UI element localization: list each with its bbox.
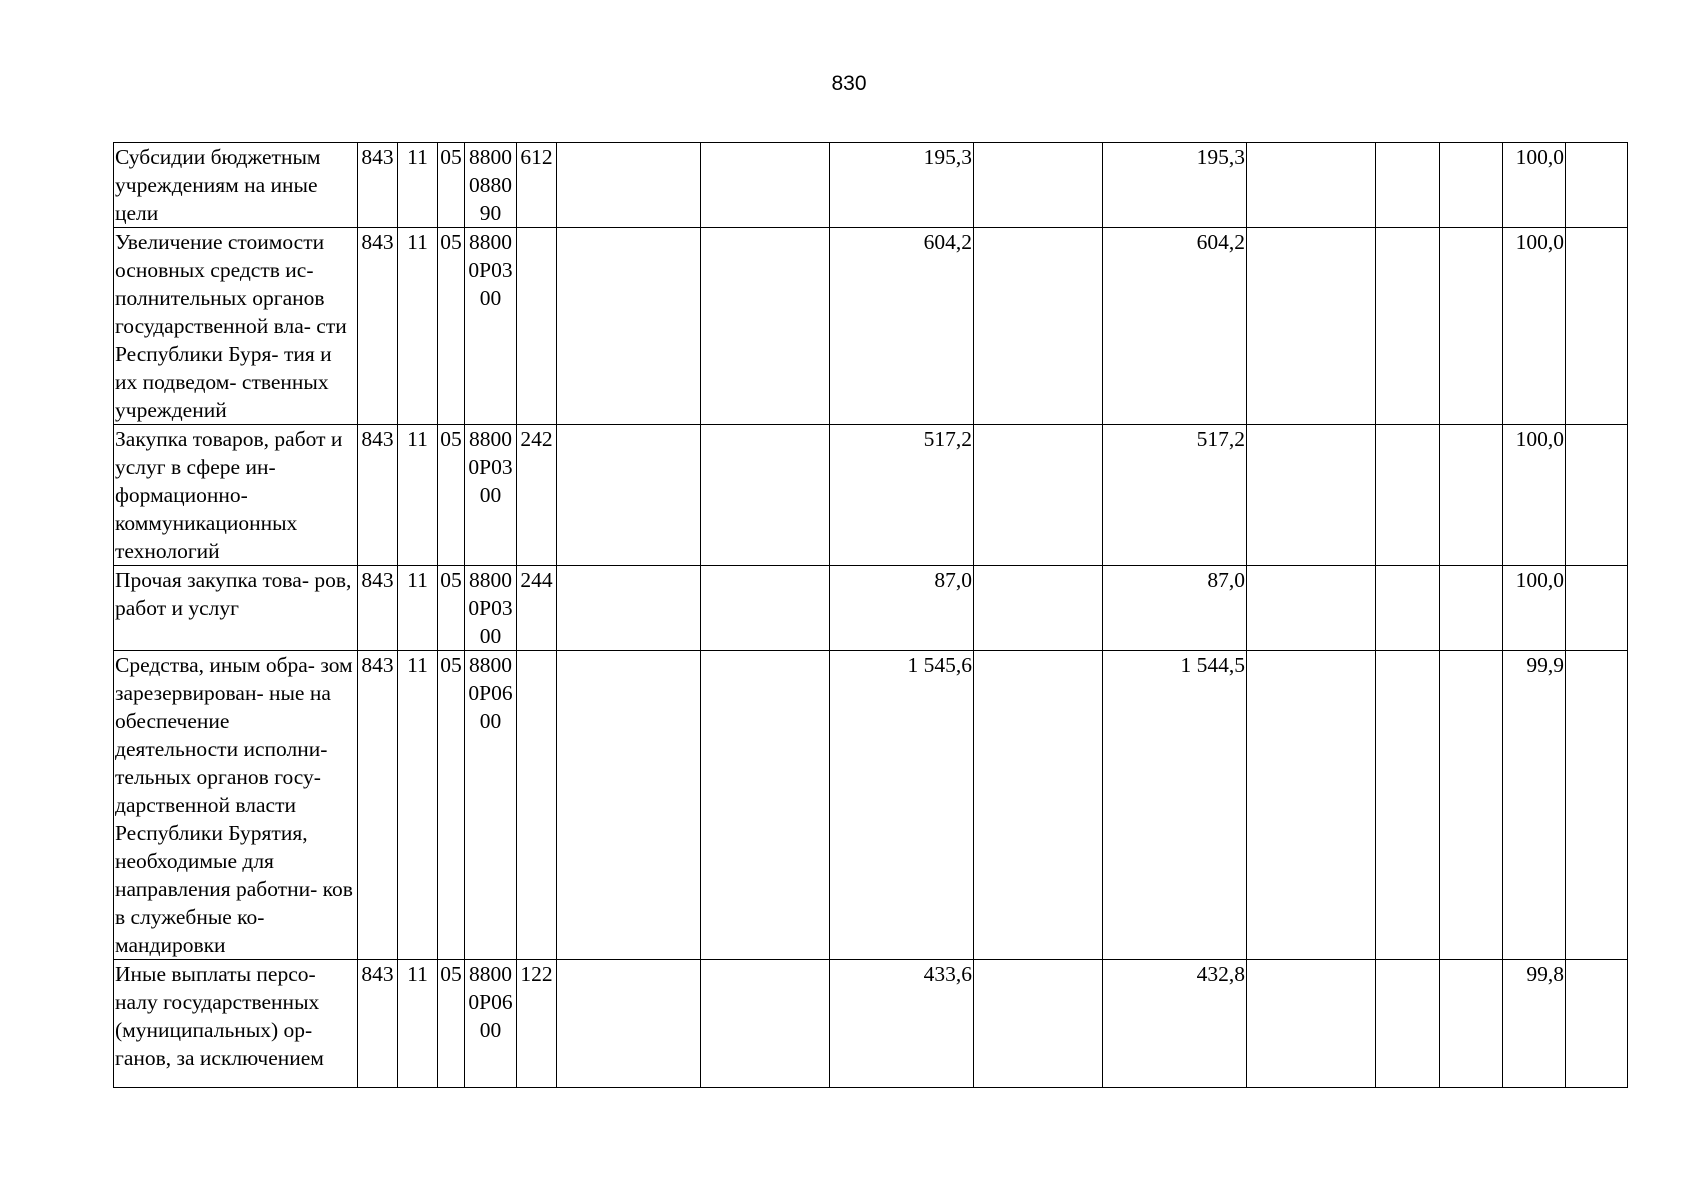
empty-cell	[974, 651, 1103, 960]
table-row	[114, 960, 1628, 1088]
empty-cell	[1440, 960, 1503, 1088]
empty-cell	[1440, 228, 1503, 425]
fact-value: 517,2	[1103, 425, 1247, 566]
empty-cell	[1376, 651, 1440, 960]
empty-cell	[1247, 566, 1376, 651]
razdel-code: 11	[398, 425, 438, 566]
empty-cell	[1440, 651, 1503, 960]
empty-cell	[701, 651, 830, 960]
row-name: Субсидии бюджетным учреждениям на иные цели	[114, 143, 358, 228]
empty-cell	[1376, 425, 1440, 566]
page-number: 830	[831, 72, 867, 95]
empty-cell	[974, 566, 1103, 651]
expense-type-code: 244	[517, 566, 557, 651]
percent-value: 100,0	[1503, 566, 1566, 651]
empty-cell	[557, 566, 701, 651]
glava-code: 843	[358, 960, 398, 1088]
percent-value: 100,0	[1503, 425, 1566, 566]
razdel-code: 11	[398, 143, 438, 228]
empty-cell	[1247, 651, 1376, 960]
plan-value: 1 545,6	[830, 651, 974, 960]
empty-cell	[1566, 143, 1628, 228]
empty-cell	[1566, 651, 1628, 960]
fact-value: 195,3	[1103, 143, 1247, 228]
expense-type-code: 612	[517, 143, 557, 228]
expense-type-code	[517, 228, 557, 425]
target-article-code: 8800 0Р06 00	[465, 960, 517, 1088]
empty-cell	[1440, 143, 1503, 228]
empty-cell	[974, 228, 1103, 425]
glava-code: 843	[358, 651, 398, 960]
target-article-code: 8800 0Р03 00	[465, 566, 517, 651]
empty-cell	[1566, 960, 1628, 1088]
razdel-code: 11	[398, 566, 438, 651]
podrazdel-code: 05	[438, 566, 465, 651]
glava-code: 843	[358, 228, 398, 425]
empty-cell	[974, 143, 1103, 228]
target-article-code: 8800 0Р03 00	[465, 228, 517, 425]
fact-value: 1 544,5	[1103, 651, 1247, 960]
empty-cell	[557, 143, 701, 228]
podrazdel-code: 05	[438, 425, 465, 566]
table-row	[114, 228, 1628, 425]
empty-cell	[1566, 425, 1628, 566]
empty-cell	[974, 425, 1103, 566]
row-name: Иные выплаты персо- налу государственных (муниципальных) ор- ганов, за исключением	[114, 960, 358, 1088]
plan-value: 517,2	[830, 425, 974, 566]
target-article-code: 8800 0Р06 00	[465, 651, 517, 960]
razdel-code: 11	[398, 228, 438, 425]
empty-cell	[1247, 960, 1376, 1088]
empty-cell	[701, 960, 830, 1088]
plan-value: 87,0	[830, 566, 974, 651]
fact-value: 604,2	[1103, 228, 1247, 425]
glava-code: 843	[358, 143, 398, 228]
table-row	[114, 566, 1628, 651]
podrazdel-code: 05	[438, 228, 465, 425]
percent-value: 99,8	[1503, 960, 1566, 1088]
podrazdel-code: 05	[438, 960, 465, 1088]
glava-code: 843	[358, 425, 398, 566]
empty-cell	[1376, 960, 1440, 1088]
plan-value: 433,6	[830, 960, 974, 1088]
percent-value: 100,0	[1503, 143, 1566, 228]
empty-cell	[1566, 566, 1628, 651]
empty-cell	[557, 651, 701, 960]
podrazdel-code: 05	[438, 651, 465, 960]
fact-value: 432,8	[1103, 960, 1247, 1088]
empty-cell	[557, 228, 701, 425]
budget-execution-table	[113, 142, 1628, 1088]
empty-cell	[701, 143, 830, 228]
podrazdel-code: 05	[438, 143, 465, 228]
expense-type-code: 122	[517, 960, 557, 1088]
row-name: Увеличение стоимости основных средств ис- полнительных органов государственной вла- сти Республики Буря- тия и их подведом- ственных учреждений	[114, 228, 358, 425]
empty-cell	[1247, 143, 1376, 228]
plan-value: 604,2	[830, 228, 974, 425]
table-row	[114, 143, 1628, 228]
row-name: Средства, иным обра- зом зарезервирован- ные на обеспечение деятельности исполни- тельных органов госу- дарственной власти Республики Бурятия, необходимые для направления работни- ков в служебные ко- мандировки	[114, 651, 358, 960]
fact-value: 87,0	[1103, 566, 1247, 651]
empty-cell	[1440, 566, 1503, 651]
empty-cell	[1376, 566, 1440, 651]
empty-cell	[1376, 143, 1440, 228]
empty-cell	[557, 960, 701, 1088]
empty-cell	[557, 425, 701, 566]
expense-type-code	[517, 651, 557, 960]
empty-cell	[1440, 425, 1503, 566]
razdel-code: 11	[398, 960, 438, 1088]
row-name: Прочая закупка това- ров, работ и услуг	[114, 566, 358, 651]
plan-value: 195,3	[830, 143, 974, 228]
empty-cell	[974, 960, 1103, 1088]
target-article-code: 8800 0Р03 00	[465, 425, 517, 566]
razdel-code: 11	[398, 651, 438, 960]
empty-cell	[701, 228, 830, 425]
empty-cell	[701, 566, 830, 651]
table-row	[114, 425, 1628, 566]
empty-cell	[1566, 228, 1628, 425]
row-name: Закупка товаров, работ и услуг в сфере ин- формационно- коммуникационных технологий	[114, 425, 358, 566]
table-row	[114, 651, 1628, 960]
expense-type-code: 242	[517, 425, 557, 566]
empty-cell	[1247, 425, 1376, 566]
percent-value: 99,9	[1503, 651, 1566, 960]
glava-code: 843	[358, 566, 398, 651]
empty-cell	[701, 425, 830, 566]
target-article-code: 8800 0880 90	[465, 143, 517, 228]
empty-cell	[1376, 228, 1440, 425]
percent-value: 100,0	[1503, 228, 1566, 425]
empty-cell	[1247, 228, 1376, 425]
